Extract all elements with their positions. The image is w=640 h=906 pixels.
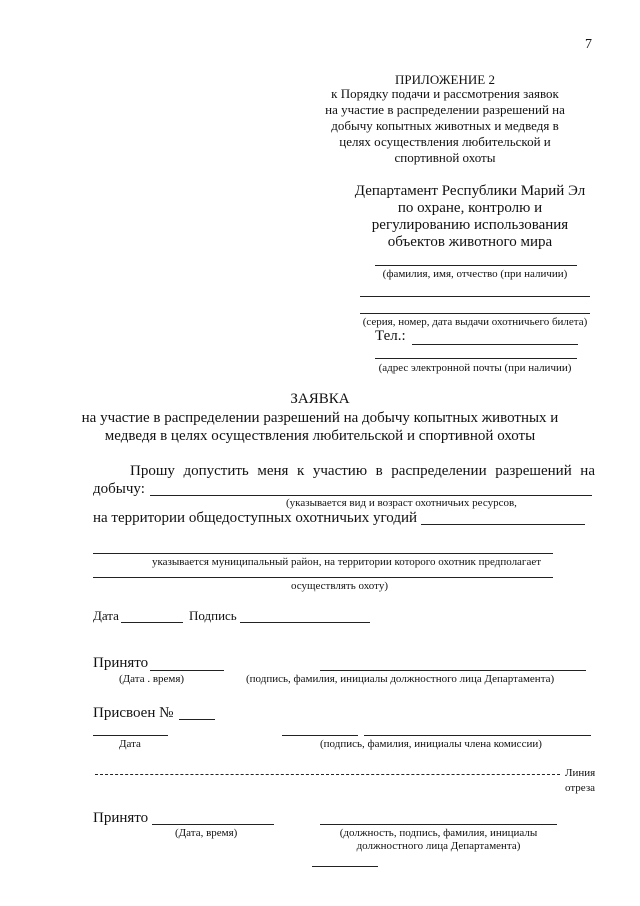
resources-hint: (указывается вид и возраст охотничьих ресурсов, [286,497,517,509]
accepted-bottom-official-hint: должностного лица Департамента) [356,840,521,852]
appendix-line: к Порядку подачи и рассмотрения заявок [331,86,559,101]
district-hint: указывается муниципальный район, на территории которого охотник предполагает [152,556,542,568]
assigned-member-hint: (подпись, фамилия, инициалы члена комиссии) [320,738,542,750]
application-subtitle: медведя в целях осуществления любительской и спортивной охоты [104,428,536,444]
request-text: Прошу допустить меня к участию в распределении разрешений на [130,463,595,479]
accepted-bottom-official-hint: (должность, подпись, фамилия, инициалы [339,827,538,839]
territory-field-line[interactable] [421,524,585,525]
name-field-line[interactable] [375,265,577,266]
cut-line [95,774,560,775]
phone-label: Тел.: [375,328,406,344]
addressee-line: регулированию использования [371,217,569,233]
district-field-line-2[interactable] [93,577,553,578]
appendix-line: спортивной охоты [394,150,496,165]
bottom-short-line [312,866,378,867]
assigned-date-line[interactable] [93,735,168,736]
assigned-date-hint: Дата [119,738,141,750]
phone-field-line[interactable] [412,344,578,345]
accepted-bottom-label: Принято [93,810,149,826]
accepted-official-hint: (подпись, фамилия, инициалы должностного лица Департамента) [246,673,555,685]
district-field-line-1[interactable] [93,553,553,554]
assigned-signature-line[interactable] [282,735,358,736]
ticket-field-line-1[interactable] [360,296,590,297]
ticket-field-line-2[interactable] [360,313,590,314]
cut-line-label: Линия [565,767,596,779]
district-hint-continuation: осуществлять охоту) [291,580,388,592]
appendix-line: целях осуществления любительской и [339,134,551,149]
assigned-number-line[interactable] [179,719,215,720]
accepted-date-hint: (Дата . время) [119,673,185,685]
accepted-label: Принято [93,655,149,671]
signature-field-line[interactable] [240,622,370,623]
request-text-continuation: добычу: [93,481,145,497]
application-title: ЗАЯВКА [290,391,350,407]
addressee-line: по охране, контролю и [397,200,543,216]
addressee-line: объектов животного мира [387,234,553,250]
email-field-line[interactable] [375,358,577,359]
accepted-bottom-date-hint: (Дата, время) [175,827,238,839]
appendix-line: добычу копытных животных и медведя в [331,118,559,133]
accepted-bottom-official-line[interactable] [320,824,557,825]
ticket-hint: (серия, номер, дата выдачи охотничьего билета) [362,316,588,328]
signature-label: Подпись [189,608,237,623]
accepted-bottom-date-line[interactable] [152,824,274,825]
date-label: Дата [93,608,119,623]
territory-text: на территории общедоступных охотничьих угодий [93,510,418,526]
appendix-line: на участие в распределении разрешений на [325,102,565,117]
appendix-title: ПРИЛОЖЕНИЕ 2 [395,72,495,87]
application-subtitle: на участие в распределении разрешений на добычу копытных животных и [81,410,559,426]
addressee-line: Департамент Республики Марий Эл [354,183,586,199]
page-number: 7 [585,37,592,52]
resources-field-line[interactable] [150,495,592,496]
date-field-line[interactable] [121,622,183,623]
assigned-member-line[interactable] [364,735,591,736]
assigned-label: Присвоен № [93,705,174,721]
accepted-official-line[interactable] [320,670,586,671]
cut-line-label: отреза [565,782,596,794]
email-hint: (адрес электронной почты (при наличии) [378,362,572,374]
name-hint: (фамилия, имя, отчество (при наличии) [382,268,568,280]
accepted-date-line[interactable] [150,670,224,671]
